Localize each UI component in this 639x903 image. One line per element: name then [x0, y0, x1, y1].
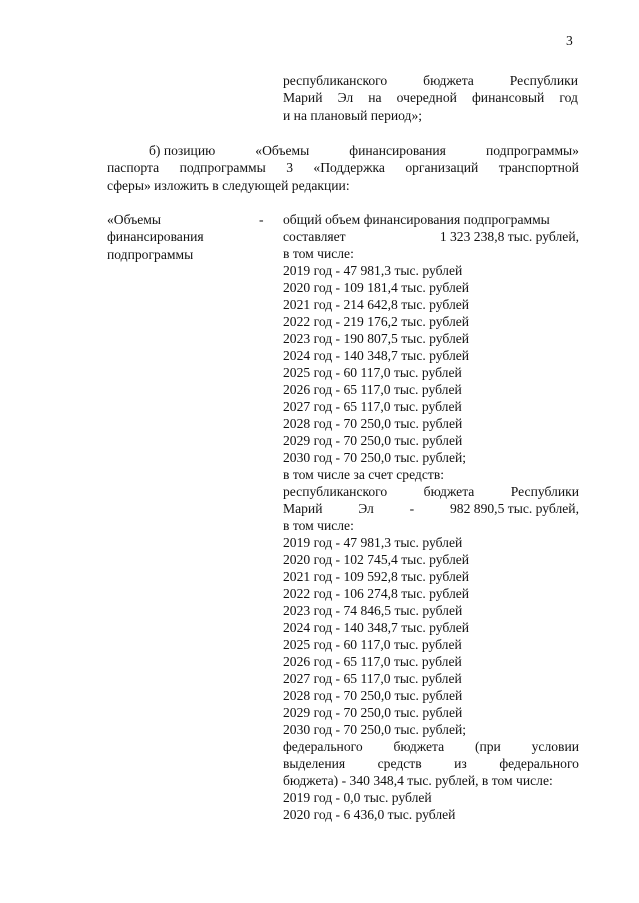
text-line — [283, 466, 579, 483]
word: бюджета — [423, 73, 474, 88]
word: 2022 год - 219 176,2 тыс. рублей — [283, 314, 470, 329]
word: 2028 год - 70 250,0 тыс. рублей — [283, 688, 463, 703]
word: Республики — [510, 484, 579, 499]
word: 2026 год - 65 117,0 тыс. рублей — [283, 382, 462, 397]
text-line — [283, 211, 579, 228]
text-line — [283, 721, 579, 738]
text-line — [283, 704, 579, 721]
word: 2027 год - 65 117,0 тыс. рублей — [283, 399, 462, 414]
text-line — [283, 653, 579, 670]
word: Эл — [358, 501, 374, 516]
text-line — [283, 806, 579, 823]
text-line — [283, 415, 579, 432]
word: средств — [377, 756, 422, 771]
word: финансовый — [471, 90, 545, 106]
word: 2030 год - 70 250,0 тыс. рублей; — [283, 722, 467, 737]
word: республиканского — [283, 73, 388, 88]
word: в том числе за счет средств: — [283, 467, 445, 482]
text-line — [283, 619, 579, 636]
text-line — [283, 228, 579, 245]
word: «Поддержка — [313, 160, 385, 176]
word: 2027 год - 65 117,0 тыс. рублей — [283, 671, 462, 686]
word: сферы» изложить в следующей редакции: — [107, 177, 350, 193]
word: 2026 год - 65 117,0 тыс. рублей — [283, 654, 462, 669]
text-line — [283, 636, 579, 653]
word: финансирования — [349, 143, 446, 158]
word: 2022 год - 106 274,8 тыс. рублей — [283, 586, 470, 601]
text-line — [283, 772, 579, 789]
word: (при — [474, 739, 501, 754]
text-line — [283, 398, 579, 415]
word: 2025 год - 60 117,0 тыс. рублей — [283, 365, 462, 380]
word: Марий — [283, 90, 323, 106]
label-dash: - — [259, 212, 264, 227]
financing-content — [283, 211, 579, 823]
word: федерального — [499, 756, 579, 771]
word: 2029 год - 70 250,0 тыс. рублей — [283, 705, 463, 720]
text-line — [283, 534, 579, 551]
page-number: 3 — [566, 33, 573, 48]
text-line — [283, 602, 579, 619]
text-line — [283, 500, 579, 517]
word: 2028 год - 70 250,0 тыс. рублей — [283, 416, 463, 431]
word: 2023 год - 74 846,5 тыс. рублей — [283, 603, 463, 618]
word: 2030 год - 70 250,0 тыс. рублей; — [283, 450, 467, 465]
text-line — [283, 107, 578, 124]
word: 2025 год - 60 117,0 тыс. рублей — [283, 637, 462, 652]
word: транспортной — [498, 160, 579, 176]
word: 2024 год - 140 348,7 тыс. рублей — [283, 620, 470, 635]
word: 982 890,5 тыс. рублей, — [449, 501, 579, 516]
text-line — [283, 381, 579, 398]
word: республиканского — [283, 484, 388, 499]
text-line — [283, 347, 579, 364]
word: подпрограммы» — [485, 143, 579, 158]
word: в том числе: — [283, 246, 354, 261]
word: федерального — [283, 739, 363, 754]
word: в том числе: — [283, 518, 354, 533]
word: бюджета — [393, 739, 445, 754]
text-line — [283, 330, 579, 347]
text-line — [283, 296, 579, 313]
word: год — [559, 90, 578, 106]
text-line — [283, 364, 579, 381]
word: на — [368, 90, 382, 106]
word: 2021 год - 214 642,8 тыс. рублей — [283, 297, 470, 312]
text-line — [283, 755, 579, 772]
word: Республики — [509, 73, 578, 88]
text-line — [283, 279, 579, 296]
word: составляет — [283, 229, 346, 244]
text-line — [283, 72, 578, 89]
text-line — [283, 262, 579, 279]
label-line: финансирования — [107, 229, 204, 245]
word: и на плановый период»; — [283, 107, 423, 123]
word: выделения — [283, 756, 346, 771]
intro-text — [283, 72, 578, 124]
text-line — [283, 432, 579, 449]
text-line — [107, 142, 579, 159]
word: паспорта — [107, 160, 160, 176]
word: 2019 год - 47 981,3 тыс. рублей — [283, 263, 463, 278]
text-line — [283, 517, 579, 534]
word: 2020 год - 6 436,0 тыс. рублей — [283, 807, 456, 822]
word: 2020 год - 109 181,4 тыс. рублей — [283, 280, 470, 295]
text-line — [283, 551, 579, 568]
word: 3 — [286, 160, 293, 176]
word: 2024 год - 140 348,7 тыс. рублей — [283, 348, 470, 363]
word: 1 323 238,8 тыс. рублей, — [439, 229, 579, 244]
word: 2020 год - 102 745,4 тыс. рублей — [283, 552, 470, 567]
text-line — [283, 89, 578, 106]
word: организаций — [405, 160, 479, 176]
amendment-paragraph — [107, 142, 579, 194]
text-line — [283, 687, 579, 704]
word: б) позицию — [149, 143, 216, 158]
word: условии — [531, 739, 579, 754]
word: 2023 год - 190 807,5 тыс. рублей — [283, 331, 470, 346]
word: «Объемы — [255, 143, 310, 158]
word: Эл — [337, 90, 354, 106]
text-line — [283, 245, 579, 262]
word: Марий — [283, 501, 323, 516]
word: бюджета) - 340 348,4 тыс. рублей, в том числе: — [283, 773, 553, 788]
text-line — [283, 585, 579, 602]
word: 2021 год - 109 592,8 тыс. рублей — [283, 569, 470, 584]
word: 2019 год - 47 981,3 тыс. рублей — [283, 535, 463, 550]
text-line — [283, 789, 579, 806]
word: общий объем финансирования подпрограммы — [283, 212, 550, 227]
word: - — [409, 501, 415, 516]
word: 2029 год - 70 250,0 тыс. рублей — [283, 433, 463, 448]
text-line — [283, 738, 579, 755]
word: подпрограммы — [179, 160, 266, 176]
position-label — [107, 211, 267, 263]
text-line — [283, 483, 579, 500]
text-line — [283, 449, 579, 466]
label-line: «Объемы — [107, 212, 161, 227]
word: бюджета — [423, 484, 475, 499]
text-line — [283, 670, 579, 687]
word: очередной — [396, 90, 457, 106]
label-line: подпрограммы — [107, 246, 194, 262]
text-line — [283, 313, 579, 330]
text-line — [283, 568, 579, 585]
word: из — [454, 756, 467, 771]
text-line — [107, 159, 579, 176]
text-line — [107, 177, 579, 194]
word: 2019 год - 0,0 тыс. рублей — [283, 790, 432, 805]
